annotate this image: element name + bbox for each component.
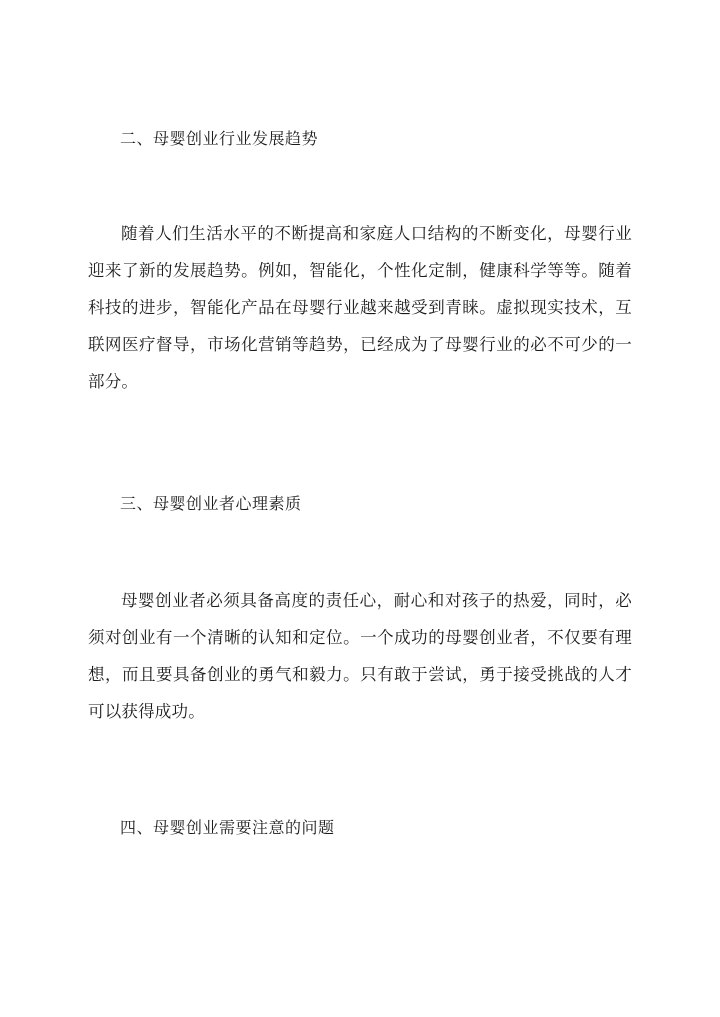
section-heading-mindset: 三、母婴创业者心理素质 <box>120 494 302 513</box>
section-heading-issues: 四、母婴创业需要注意的问题 <box>120 818 335 837</box>
section-paragraph-trends: 随着人们生活水平的不断提高和家庭人口结构的不断变化，母婴行业迎来了新的发展趋势。例如，智能化，个性化定制，健康科学等等。随着科技的进步，智能化产品在母婴行业越来越受到青睐。虚拟现实技术，互联网医疗督导，市场化营销等趋势，已经成为了母婴行业的必不可少的一部分。 <box>88 224 632 391</box>
section-heading-trends: 二、母婴创业行业发展趋势 <box>120 129 319 148</box>
section-paragraph-mindset: 母婴创业者必须具备高度的责任心，耐心和对孩子的热爱，同时，必须对创业有一个清晰的认知和定位。一个成功的母婴创业者，不仅要有理想，而且要具备创业的勇气和毅力。只有敢于尝试，勇于接受挑战的人才可以获得成功。 <box>88 591 632 721</box>
